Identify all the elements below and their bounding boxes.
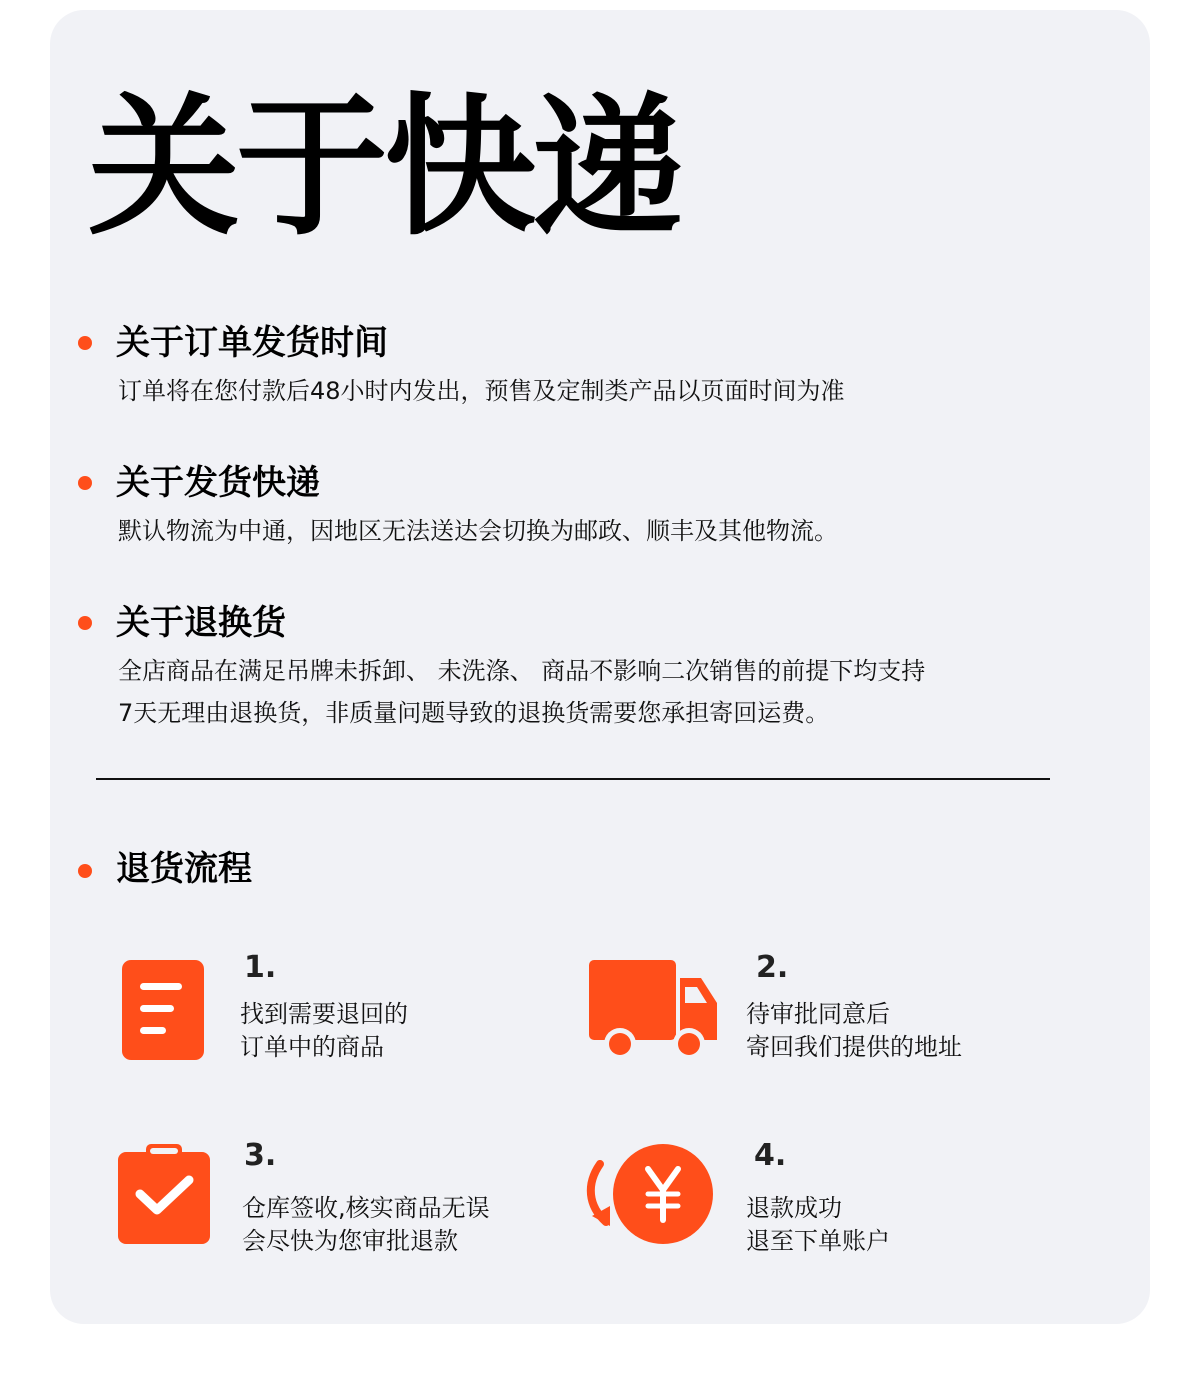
step-text: 会尽快为您审批退款	[242, 1227, 458, 1255]
order-list-icon	[122, 960, 204, 1064]
page-title: 关于快递	[88, 79, 680, 256]
step-number: 3.	[244, 1138, 277, 1173]
step-text: 订单中的商品	[240, 1033, 384, 1061]
section-heading: 关于退换货	[116, 603, 286, 643]
section-text: 默认物流为中通，因地区无法送达会切换为邮政、顺丰及其他物流。	[118, 517, 838, 545]
refund-yen-icon	[580, 1144, 716, 1248]
step-text: 待审批同意后	[746, 1000, 890, 1028]
section-text: 订单将在您付款后48小时内发出，预售及定制类产品以页面时间为准	[118, 377, 845, 405]
step-text: 寄回我们提供的地址	[746, 1033, 962, 1061]
step-text: 退至下单账户	[746, 1227, 890, 1255]
section-heading: 关于订单发货时间	[116, 323, 388, 363]
section-heading: 关于发货快递	[116, 463, 320, 503]
section-text: 全店商品在满足吊牌未拆卸、 未洗涤、 商品不影响二次销售的前提下均支持	[118, 657, 926, 685]
bullet-dot	[78, 476, 92, 490]
section-text: 7天无理由退换货，非质量问题导致的退换货需要您承担寄回运费。	[118, 699, 830, 727]
step-number: 2.	[756, 950, 789, 985]
clipboard-check-icon	[118, 1144, 210, 1248]
step-number: 1.	[244, 950, 277, 985]
step-number: 4.	[754, 1138, 787, 1173]
bullet-dot	[78, 336, 92, 350]
step-text: 退款成功	[746, 1194, 842, 1222]
bullet-dot	[78, 616, 92, 630]
delivery-truck-icon	[589, 960, 717, 1064]
bullet-dot	[78, 864, 92, 878]
divider	[96, 778, 1050, 780]
step-text: 找到需要退回的	[240, 1000, 408, 1028]
section-heading: 退货流程	[116, 849, 252, 889]
step-text: 仓库签收,核实商品无误	[242, 1194, 490, 1222]
